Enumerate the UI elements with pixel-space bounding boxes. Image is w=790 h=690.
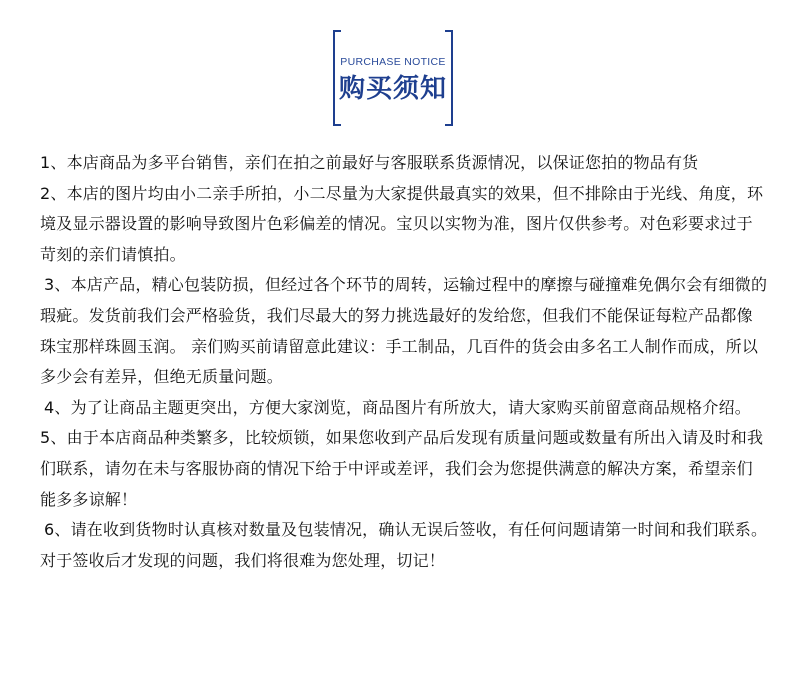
- notice-item-6: 6、请在收到货物时认真核对数量及包装情况，确认无误后签收，有任何问题请第一时间和我们联系。对于签收后才发现的问题，我们将很难为您处理，切记！: [40, 520, 768, 570]
- notice-item-5: 5、由于本店商品种类繁多，比较烦锁，如果您收到产品后发现有质量问题或数量有所出入请及时和我们联系，请勿在未与客服协商的情况下给于中评或差评，我们会为您提供满意的解决方案，希望亲们能多多谅解！: [40, 428, 764, 509]
- header-corner: [445, 30, 453, 32]
- notice-item-1: 1、本店商品为多平台销售，亲们在拍之前最好与客服联系货源情况，以保证您拍的物品有货: [40, 153, 699, 172]
- header-corner: [333, 124, 341, 126]
- page-title: 购买须知: [338, 74, 447, 104]
- header-eyebrow: PURCHASE NOTICE: [340, 56, 446, 68]
- notice-item-2: 2、本店的图片均由小二亲手所拍，小二尽量为大家提供最真实的效果，但不排除由于光线、角度，环境及显示器设置的影响导致图片色彩偏差的情况。宝贝以实物为准，图片仅供参考。对色彩要求过于苛刻的亲们请慎拍。: [40, 183, 764, 264]
- notice-item-4: 4、为了让商品主题更突出，方便大家浏览，商品图片有所放大，请大家购买前留意商品规格介绍。: [44, 397, 751, 417]
- notice-item-3: 3、本店产品，精心包装防损，但经过各个环节的周转，运输过程中的摩擦与碰撞难免偶尔会有细微的瑕疵。发货前我们会严格验货，我们尽最大的努力挑选最好的发给您，但我们不能保证每粒产品都像珠宝那样珠圆玉润。 亲们购买前请留意此建议：手工制品，几百件的货会由多名工人制作而成，所以多少会有差异，但绝无质量问题。: [40, 275, 768, 387]
- notice-list: [40, 148, 768, 576]
- header-corner: [445, 124, 453, 126]
- header-corner: [333, 30, 341, 32]
- notice-header: [333, 30, 453, 126]
